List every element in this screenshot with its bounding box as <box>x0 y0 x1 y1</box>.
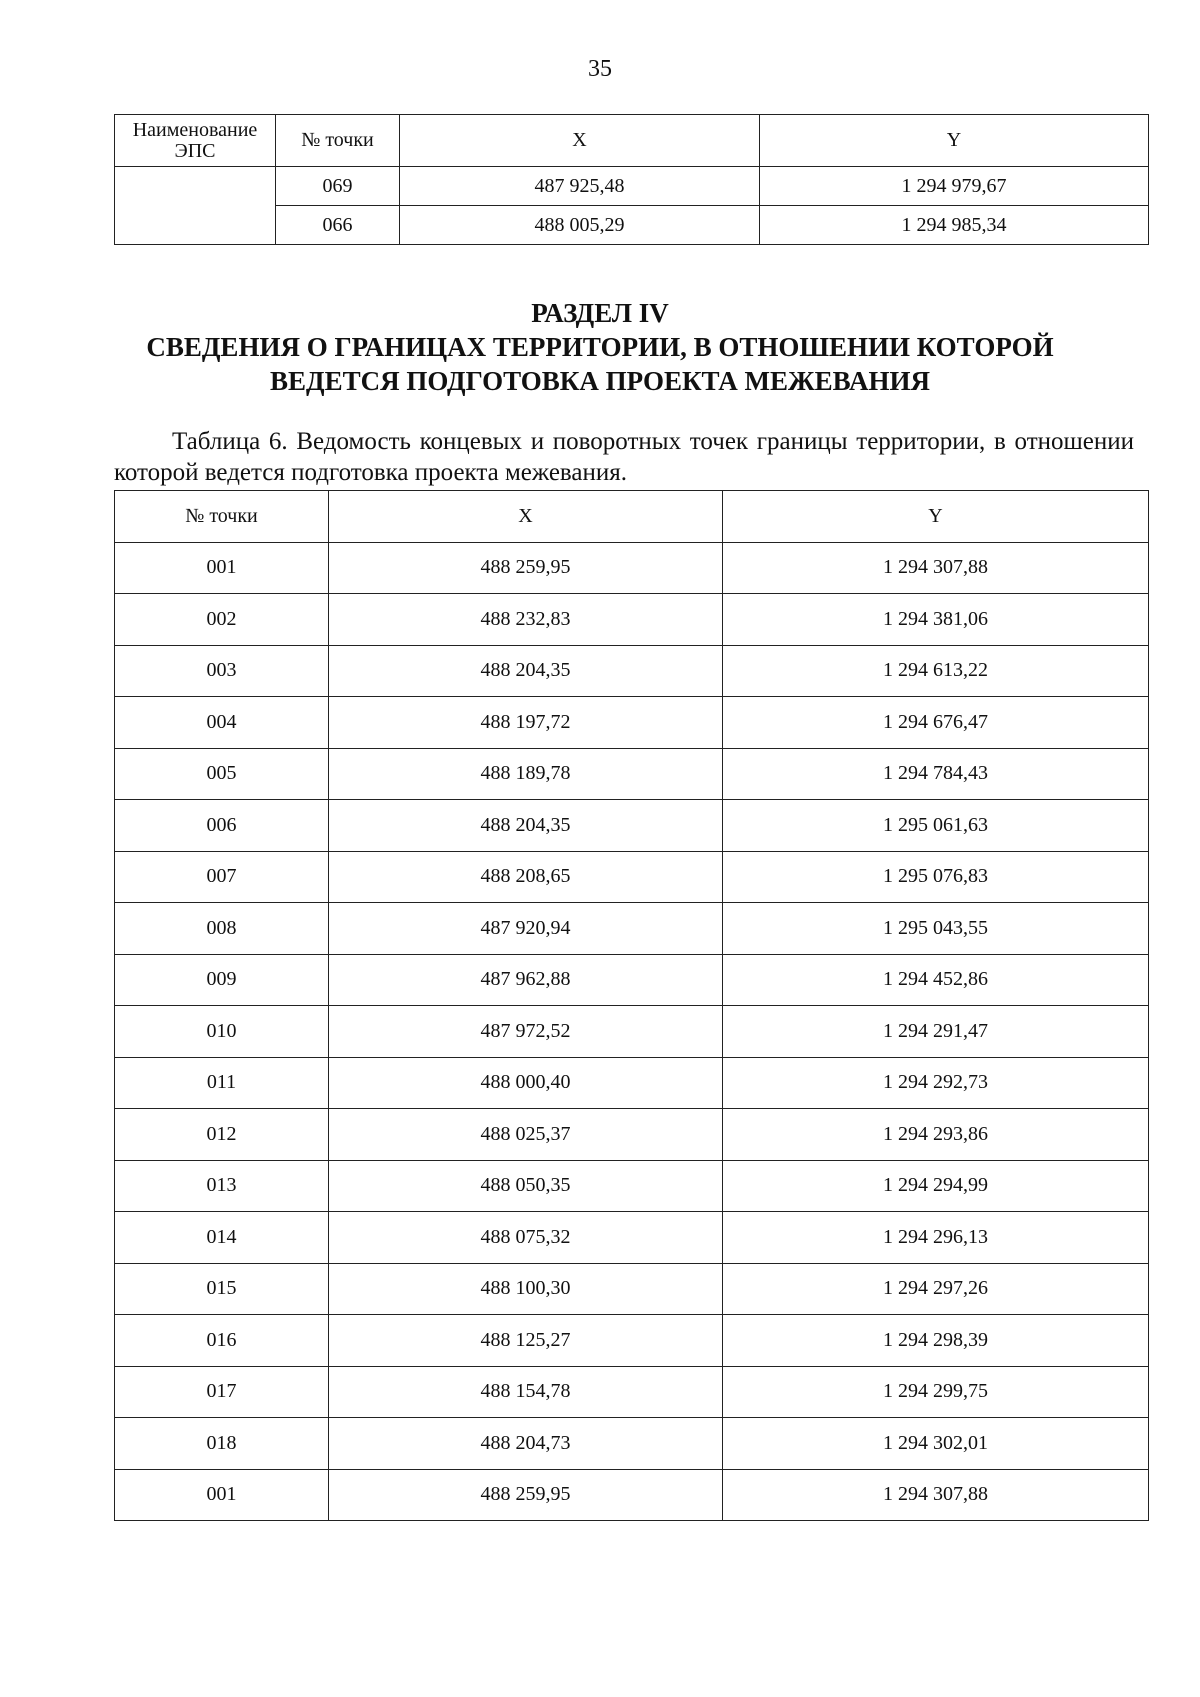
y-cell: 1 294 292,73 <box>723 1057 1149 1109</box>
section-subtitle-line2: ВЕДЕТСЯ ПОДГОТОВКА ПРОЕКТА МЕЖЕВАНИЯ <box>270 366 930 396</box>
point-cell: 013 <box>115 1160 329 1212</box>
table-caption <box>114 426 1134 488</box>
table-row <box>115 1160 1149 1212</box>
page-number: 35 <box>588 56 612 82</box>
point-cell: 006 <box>115 800 329 852</box>
table-row <box>115 1366 1149 1418</box>
x-cell: 487 920,94 <box>329 903 723 955</box>
y-cell: 1 294 979,67 <box>760 167 1149 206</box>
eps-points-table <box>114 114 1149 245</box>
x-cell: 488 000,40 <box>329 1057 723 1109</box>
table-row <box>115 1315 1149 1367</box>
x-cell: 488 050,35 <box>329 1160 723 1212</box>
y-cell: 1 294 298,39 <box>723 1315 1149 1367</box>
point-cell: 002 <box>115 594 329 646</box>
y-cell: 1 294 307,88 <box>723 1469 1149 1521</box>
y-cell: 1 294 676,47 <box>723 697 1149 749</box>
point-cell: 007 <box>115 851 329 903</box>
table-row <box>115 748 1149 800</box>
y-cell: 1 294 302,01 <box>723 1418 1149 1470</box>
point-cell: 008 <box>115 903 329 955</box>
y-cell: 1 294 291,47 <box>723 1006 1149 1058</box>
point-cell: 009 <box>115 954 329 1006</box>
y-cell: 1 294 613,22 <box>723 645 1149 697</box>
table-row <box>115 1006 1149 1058</box>
x-cell: 488 259,95 <box>329 1469 723 1521</box>
header-point: № точки <box>276 115 400 167</box>
header-y: Y <box>723 491 1149 543</box>
table-row <box>115 800 1149 852</box>
x-cell: 488 259,95 <box>329 542 723 594</box>
table-row <box>115 903 1149 955</box>
y-cell: 1 295 061,63 <box>723 800 1149 852</box>
x-cell: 488 025,37 <box>329 1109 723 1161</box>
x-cell: 488 208,65 <box>329 851 723 903</box>
x-cell: 488 204,35 <box>329 645 723 697</box>
y-cell: 1 294 452,86 <box>723 954 1149 1006</box>
y-cell: 1 294 294,99 <box>723 1160 1149 1212</box>
header-eps-line2: ЭПС <box>174 139 216 162</box>
point-cell: 001 <box>115 1469 329 1521</box>
table-caption-text: Таблица 6. Ведомость концевых и поворотных точек границы территории, в отношении которой ведется подготовка проекта межевания. <box>114 428 1134 486</box>
x-cell: 488 100,30 <box>329 1263 723 1315</box>
x-cell: 488 154,78 <box>329 1366 723 1418</box>
x-cell: 488 197,72 <box>329 697 723 749</box>
header-x: X <box>329 491 723 543</box>
y-cell: 1 294 299,75 <box>723 1366 1149 1418</box>
x-cell: 487 972,52 <box>329 1006 723 1058</box>
point-cell: 012 <box>115 1109 329 1161</box>
y-cell: 1 295 076,83 <box>723 851 1149 903</box>
table-row <box>115 1418 1149 1470</box>
x-cell: 488 005,29 <box>400 206 760 245</box>
table-row <box>115 1469 1149 1521</box>
table-row <box>115 542 1149 594</box>
y-cell: 1 294 985,34 <box>760 206 1149 245</box>
x-cell: 488 189,78 <box>329 748 723 800</box>
point-cell: 066 <box>276 206 400 245</box>
y-cell: 1 294 296,13 <box>723 1212 1149 1264</box>
table-header-row <box>115 115 1149 167</box>
table-row <box>115 1057 1149 1109</box>
header-eps-line1: Наименование <box>132 118 258 141</box>
table-row <box>115 851 1149 903</box>
table-row <box>115 1212 1149 1264</box>
table-row <box>115 954 1149 1006</box>
point-cell: 017 <box>115 1366 329 1418</box>
point-cell: 001 <box>115 542 329 594</box>
y-cell: 1 294 784,43 <box>723 748 1149 800</box>
table-row <box>115 167 1149 206</box>
point-cell: 015 <box>115 1263 329 1315</box>
table-row <box>115 594 1149 646</box>
point-cell: 003 <box>115 645 329 697</box>
x-cell: 488 125,27 <box>329 1315 723 1367</box>
header-eps-name <box>115 115 276 167</box>
eps-name-cell <box>115 167 276 245</box>
table-header-row <box>115 491 1149 543</box>
y-cell: 1 294 297,26 <box>723 1263 1149 1315</box>
point-cell: 004 <box>115 697 329 749</box>
section-subtitle-line1: СВЕДЕНИЯ О ГРАНИЦАХ ТЕРРИТОРИИ, В ОТНОШЕНИИ КОТОРОЙ <box>146 332 1054 362</box>
x-cell: 488 232,83 <box>329 594 723 646</box>
section-title: РАЗДЕЛ IV <box>531 298 669 328</box>
x-cell: 487 962,88 <box>329 954 723 1006</box>
x-cell: 487 925,48 <box>400 167 760 206</box>
x-cell: 488 204,73 <box>329 1418 723 1470</box>
point-cell: 011 <box>115 1057 329 1109</box>
table-row <box>115 1263 1149 1315</box>
point-cell: 018 <box>115 1418 329 1470</box>
x-cell: 488 204,35 <box>329 800 723 852</box>
point-cell: 016 <box>115 1315 329 1367</box>
y-cell: 1 294 293,86 <box>723 1109 1149 1161</box>
x-cell: 488 075,32 <box>329 1212 723 1264</box>
table-row <box>115 645 1149 697</box>
point-cell: 010 <box>115 1006 329 1058</box>
table-row <box>115 697 1149 749</box>
point-cell: 005 <box>115 748 329 800</box>
table-row <box>115 1109 1149 1161</box>
boundary-points-table <box>114 490 1149 1521</box>
y-cell: 1 295 043,55 <box>723 903 1149 955</box>
point-cell: 069 <box>276 167 400 206</box>
header-x: X <box>400 115 760 167</box>
header-point: № точки <box>115 491 329 543</box>
y-cell: 1 294 307,88 <box>723 542 1149 594</box>
section-heading <box>0 296 1200 398</box>
y-cell: 1 294 381,06 <box>723 594 1149 646</box>
point-cell: 014 <box>115 1212 329 1264</box>
header-y: Y <box>760 115 1149 167</box>
